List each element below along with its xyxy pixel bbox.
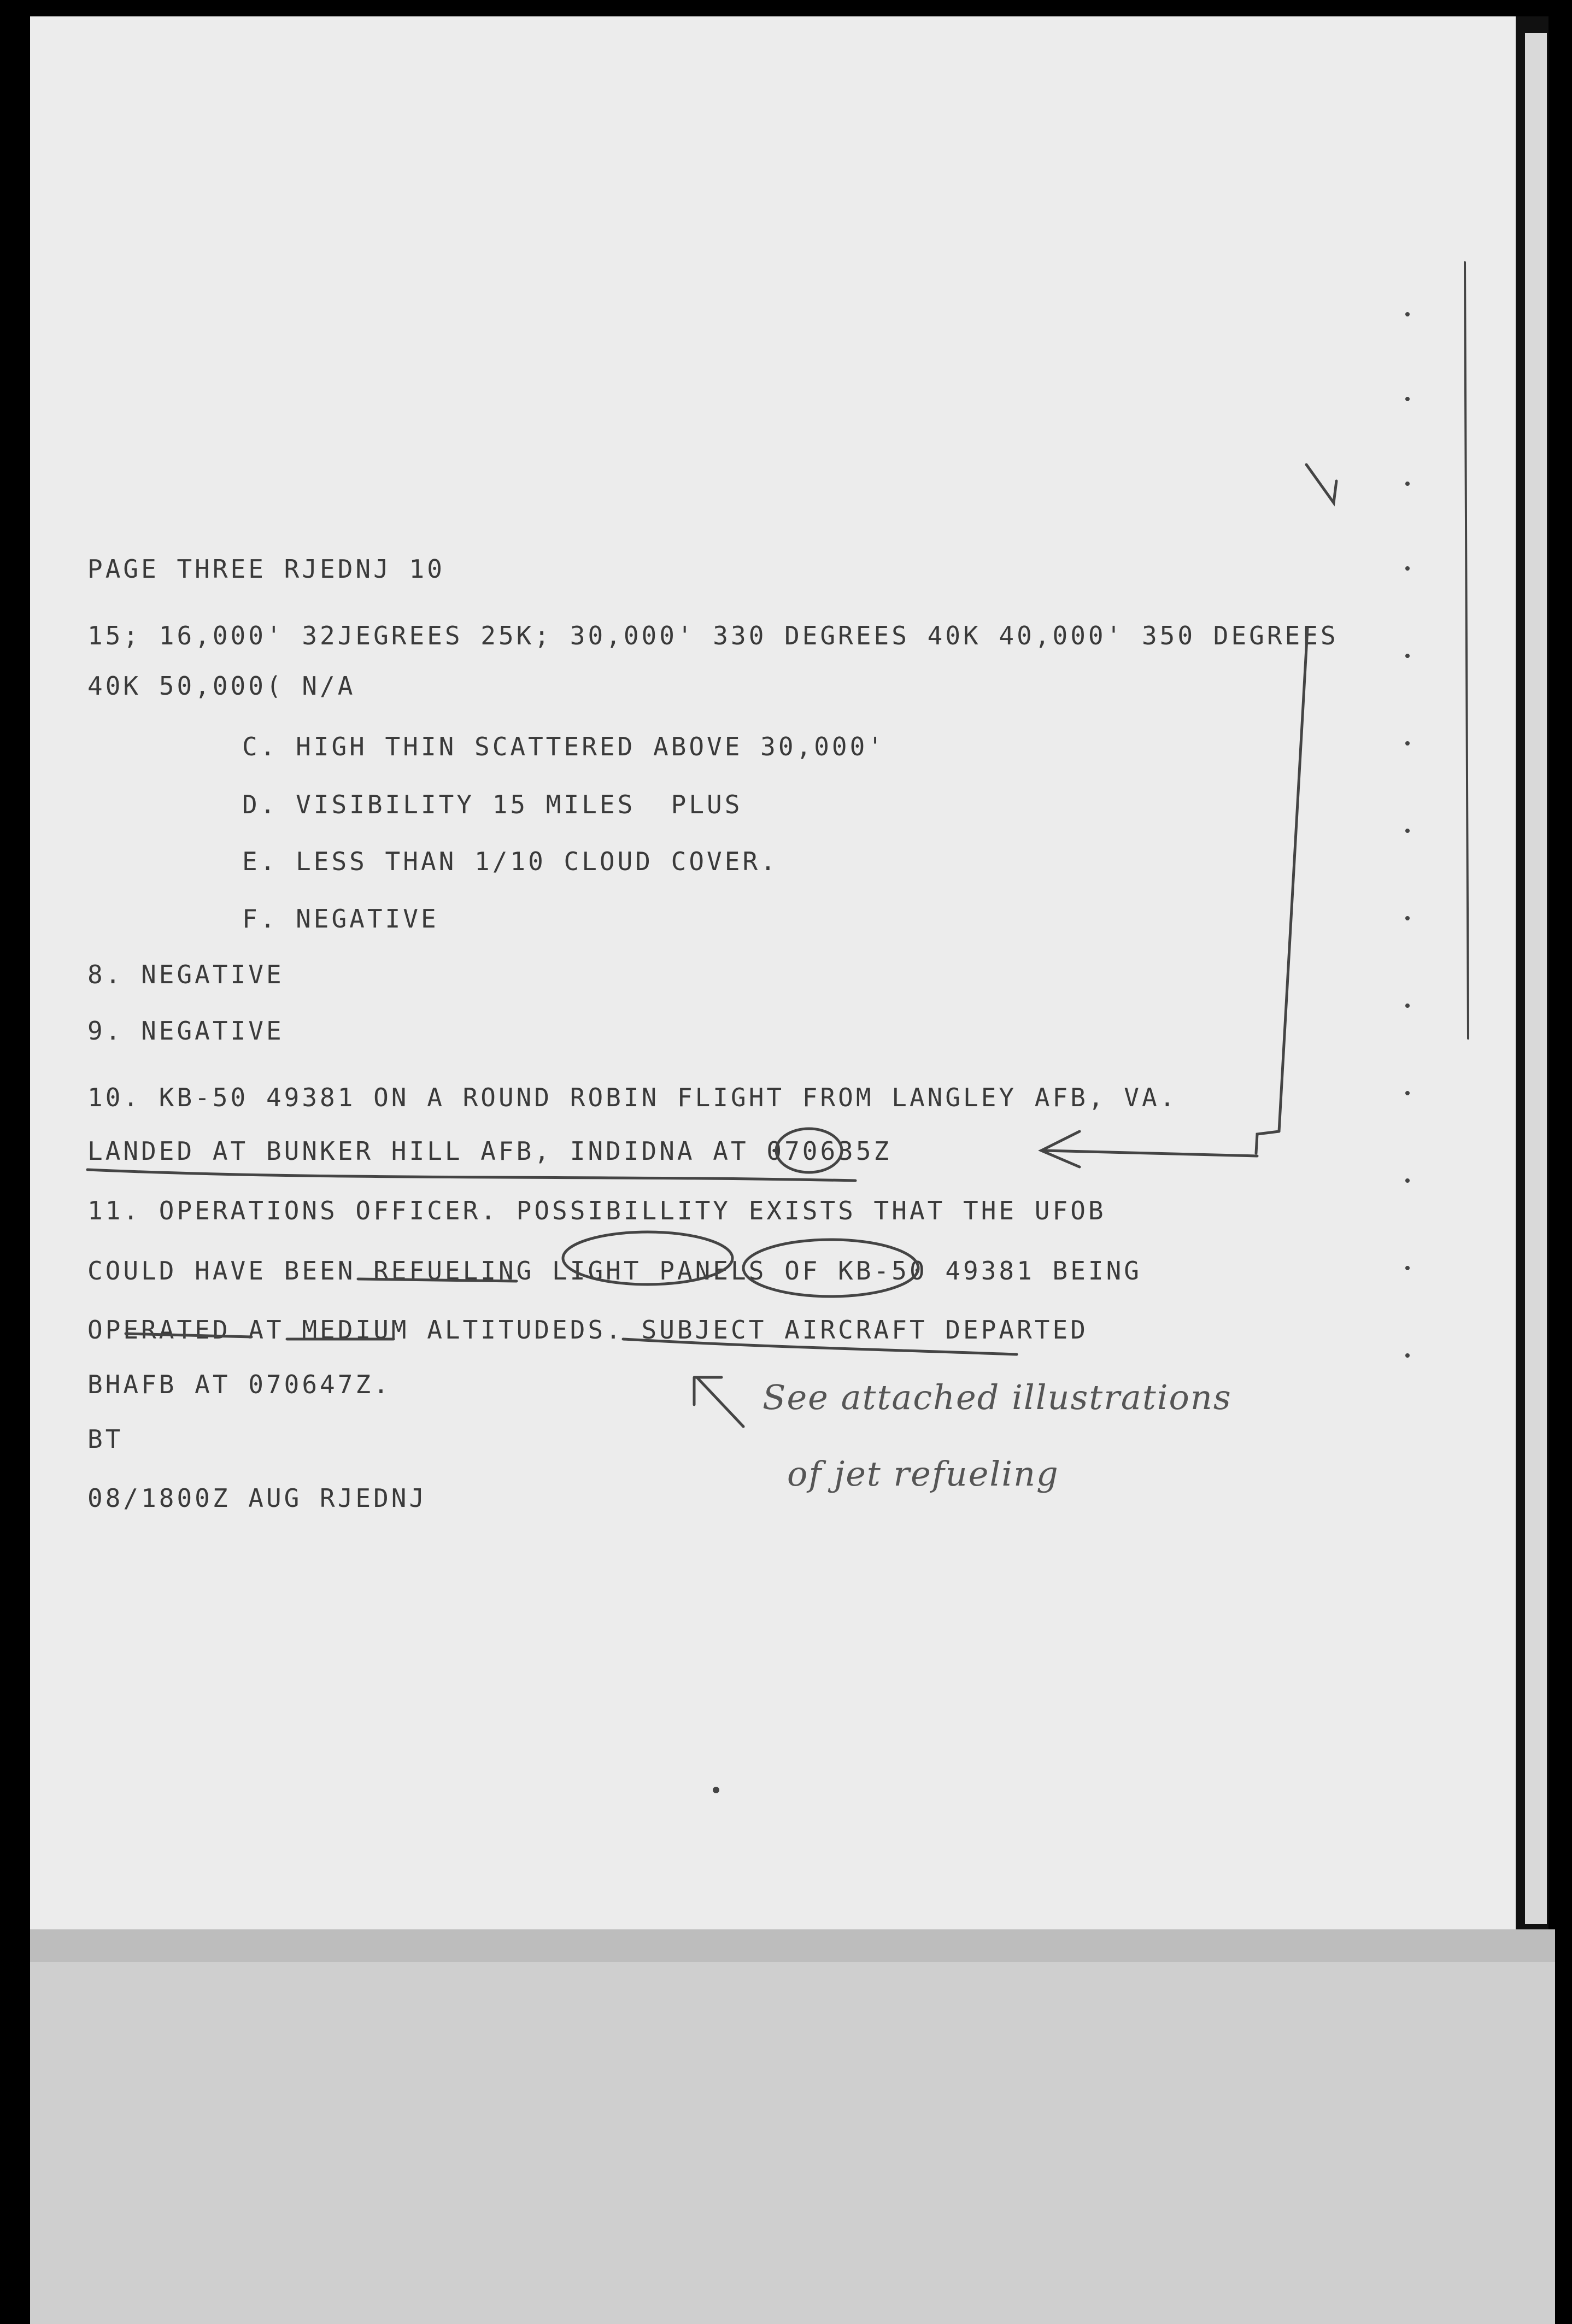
margin-tick-12 — [1405, 1266, 1410, 1270]
arrow-shaft — [1044, 1151, 1257, 1156]
circle-refueling — [563, 1232, 732, 1284]
margin-tick-2 — [1405, 397, 1410, 401]
item-d: D. VISIBILITY 15 MILES PLUS — [242, 790, 743, 819]
page-header: PAGE THREE RJEDNJ 10 — [87, 554, 445, 584]
handwritten-note-line-1: See attached illustrations — [762, 1377, 1232, 1417]
bracket-vertical-line — [1279, 629, 1307, 1131]
circle-panels — [743, 1240, 918, 1296]
arrow-head — [1041, 1131, 1080, 1167]
margin-tick-9 — [1405, 1003, 1410, 1008]
item-11-cont-1: COULD HAVE BEEN REFUELING LIGHT PANELS OF KB-50 49381 BEING — [87, 1256, 1142, 1286]
margin-tick-7 — [1405, 829, 1410, 833]
underline-operated — [126, 1334, 251, 1337]
stray-dot — [713, 1787, 719, 1793]
margin-tick-10 — [1405, 1091, 1410, 1095]
text-line-1: 15; 16,000' 32JEGREES 25K; 30,000' 330 DEGREES 40K 40,000' 350 DEGREES — [87, 621, 1339, 650]
bracket-corner — [1256, 1131, 1279, 1153]
margin-tick-13 — [1405, 1353, 1410, 1358]
item-9: 9. NEGATIVE — [87, 1016, 284, 1046]
margin-tick-1 — [1405, 312, 1410, 316]
item-f: F. NEGATIVE — [242, 904, 439, 934]
item-e: E. LESS THAN 1/10 CLOUD COVER. — [242, 847, 778, 876]
margin-tick-8 — [1405, 916, 1410, 920]
item-8: 8. NEGATIVE — [87, 960, 284, 989]
item-11-cont-3: BHAFB AT 070647Z. — [87, 1370, 391, 1399]
note-arrow — [694, 1377, 743, 1427]
item-11-cont-2: OPERATED AT MEDIUM ALTITUDEDS. SUBJECT AIRCRAFT DEPARTED — [87, 1315, 1088, 1345]
margin-tick-11 — [1405, 1178, 1410, 1183]
underline-landed — [87, 1170, 855, 1181]
item-11: 11. OPERATIONS OFFICER. POSSIBILLITY EXISTS THAT THE UFOB — [87, 1196, 1106, 1225]
date-time-group: 08/1800Z AUG RJEDNJ — [87, 1483, 427, 1513]
margin-tick-4 — [1405, 566, 1410, 571]
bt-marker: BT — [87, 1424, 124, 1454]
item-10-cont: LANDED AT BUNKER HILL AFB, INDIDNA AT 070635Z — [87, 1136, 892, 1166]
text-line-2: 40K 50,000( N/A — [87, 671, 356, 701]
underline-refueling — [358, 1279, 517, 1281]
underline-subject — [623, 1339, 1017, 1354]
margin-check-mark — [1306, 465, 1336, 503]
item-c: C. HIGH THIN SCATTERED ABOVE 30,000' — [242, 732, 885, 761]
margin-tick-3 — [1405, 482, 1410, 486]
item-10: 10. KB-50 49381 ON A ROUND ROBIN FLIGHT FROM LANGLEY AFB, VA. — [87, 1083, 1178, 1112]
circle-time — [776, 1129, 842, 1172]
handwritten-note-line-2: of jet refueling — [787, 1454, 1059, 1494]
right-margin-line — [1465, 262, 1468, 1038]
margin-tick-6 — [1405, 741, 1410, 746]
margin-tick-5 — [1405, 654, 1410, 658]
